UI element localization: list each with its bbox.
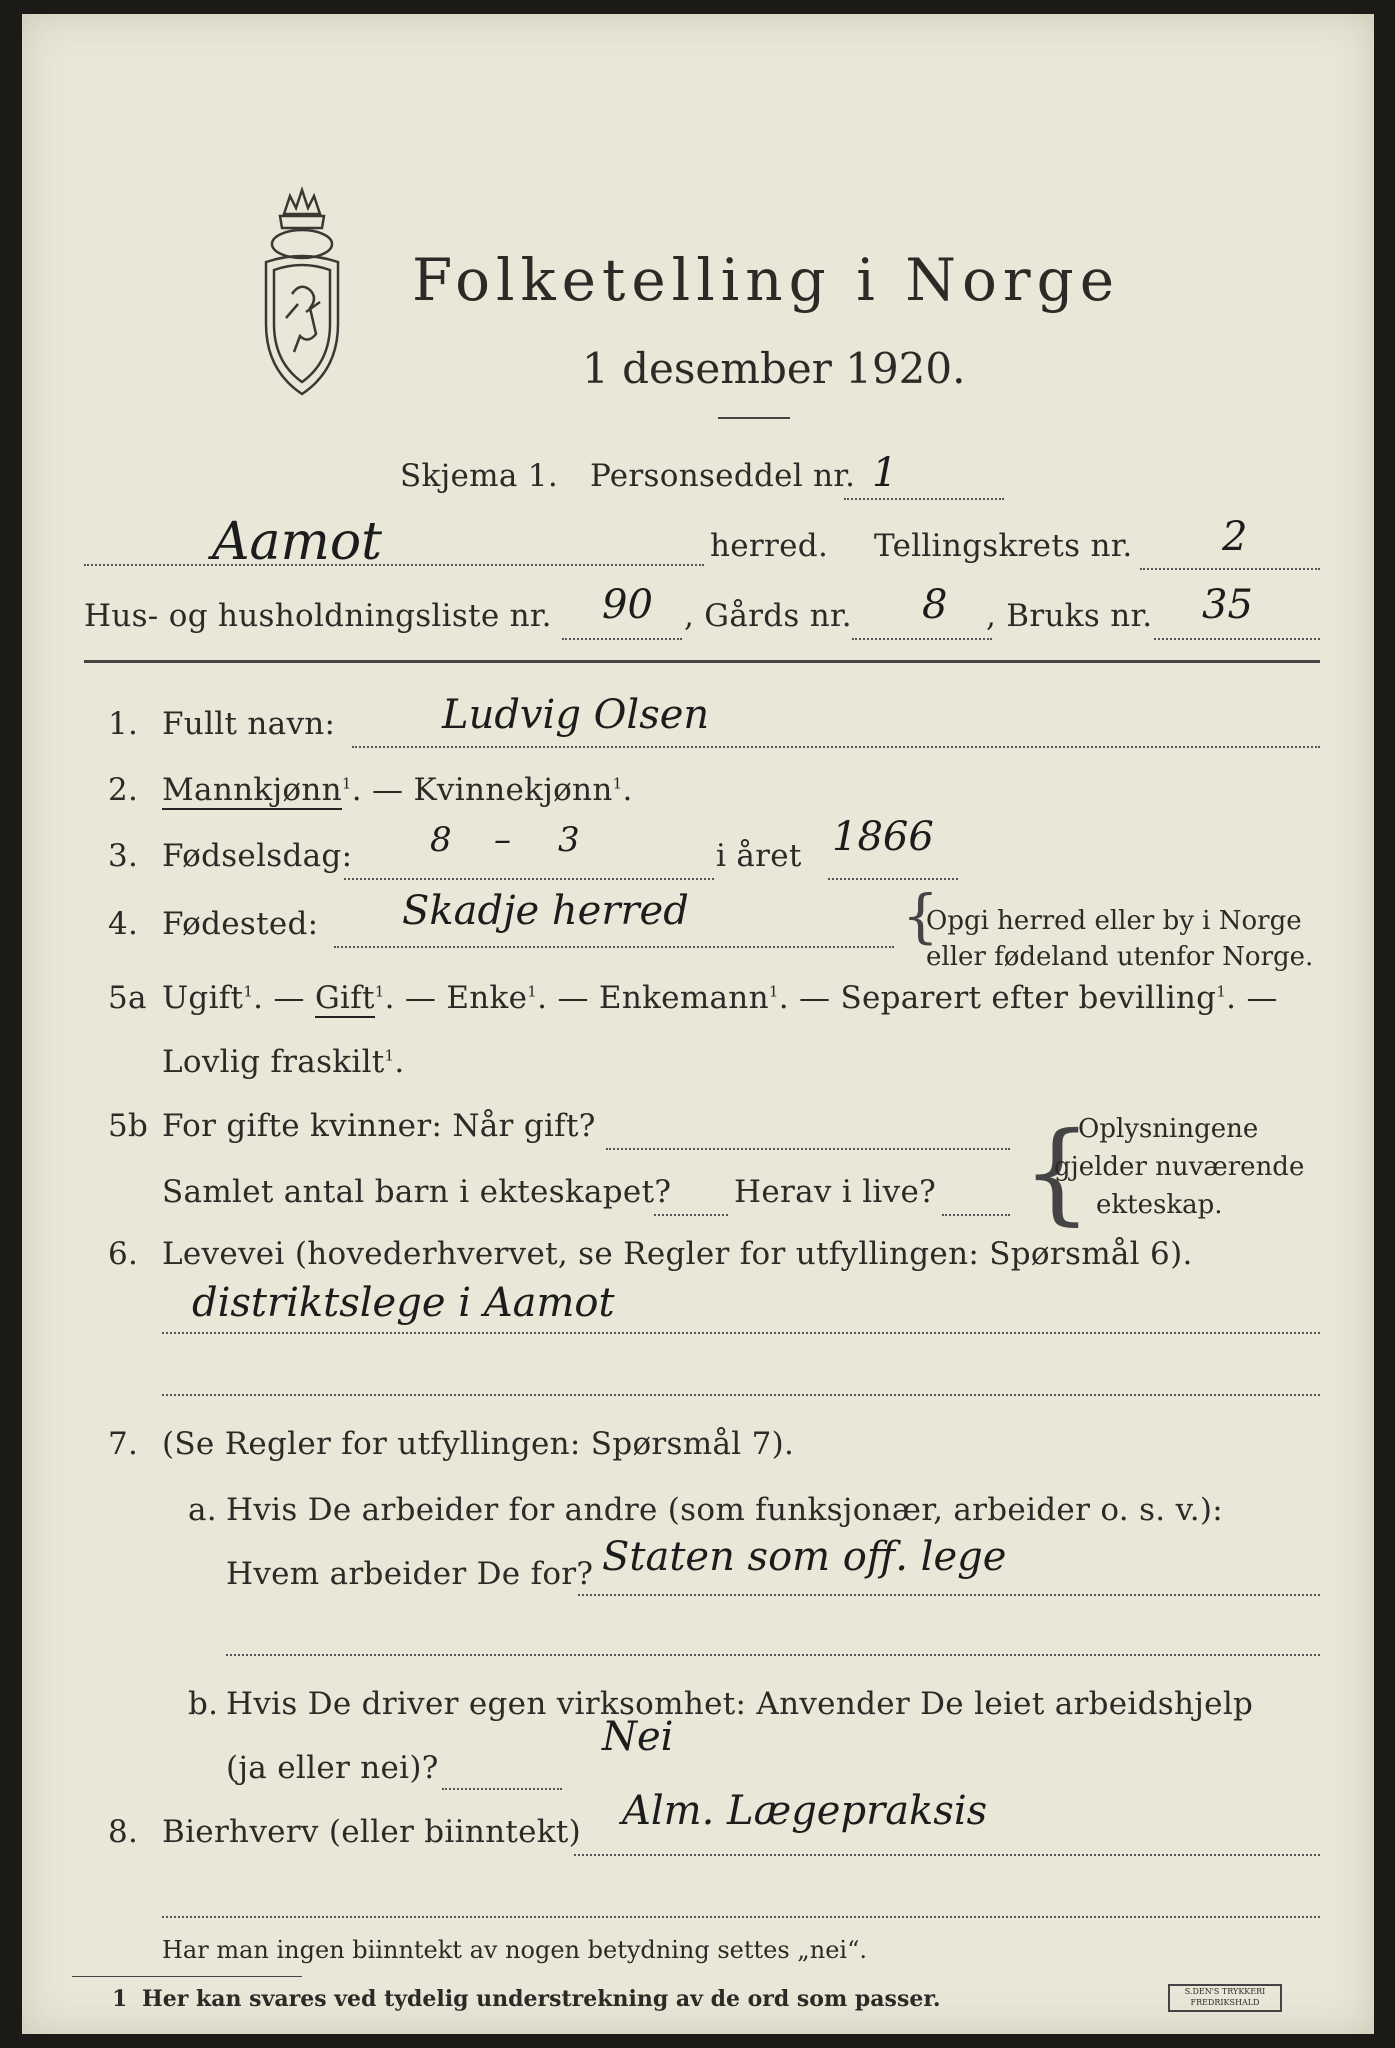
male-option: Mannkjønn [162, 772, 342, 808]
female-option: Kvinnekjønn [413, 772, 613, 808]
q5b-brace: { [1022, 1108, 1092, 1236]
divorced-option: Lovlig fraskilt$^1$. [162, 1044, 405, 1080]
q1-line [352, 746, 1320, 748]
q5b-note-1: Oplysningene [1078, 1114, 1259, 1144]
hus-label: Hus- og husholdningsliste nr. [84, 598, 552, 634]
personseddel-label: Personseddel nr. [590, 458, 856, 494]
q4-line [334, 946, 894, 948]
hus-line [562, 638, 682, 640]
q5b-label-married: For gifte kvinner: Når gift? [162, 1108, 596, 1144]
q5b-note-3: ekteskap. [1096, 1190, 1223, 1220]
gards-value: 8 [922, 582, 948, 628]
full-name-value: Ludvig Olsen [442, 692, 710, 738]
personseddel-value: 1 [872, 450, 898, 496]
bruks-line [1154, 638, 1320, 640]
q7-number: 7. [108, 1426, 139, 1462]
q7a-label: Hvis De arbeider for andre (som funksjonær, arbeider o. s. v.): [226, 1492, 1224, 1528]
q7b-label: Hvis De driver egen virksomhet: Anvender De leiet arbeidshjelp [226, 1686, 1254, 1722]
census-form-sheet [22, 14, 1374, 2034]
q7b-line [442, 1788, 562, 1790]
q5b-label-children: Samlet antal barn i ekteskapet? [162, 1174, 672, 1210]
year-line [828, 878, 958, 880]
birthplace-value: Skadje herred [402, 888, 689, 934]
q7a-label-employer: Hvem arbeider De for? [226, 1556, 594, 1592]
q8-line-2 [162, 1916, 1320, 1918]
printer-stamp: S.DEN'S TRYKKERI FREDRIKSHALD [1168, 1984, 1282, 2012]
birth-dash: – [494, 820, 511, 860]
q1-number: 1. [108, 706, 139, 742]
q8-number: 8. [108, 1814, 139, 1850]
herred-value: Aamot [212, 512, 383, 572]
q6-line-2 [162, 1394, 1320, 1396]
q6-label: Levevei (hovederhvervet, se Regler for utfyllingen: Spørsmål 6). [162, 1236, 1193, 1272]
q5b-married-line [606, 1148, 1010, 1150]
q3-date-line [344, 878, 714, 880]
q7b-label-yesno: (ja eller nei)? [226, 1750, 439, 1786]
skjema-label: Skjema 1. [400, 458, 558, 494]
q5a-number: 5a [108, 980, 147, 1016]
herred-line [84, 564, 704, 566]
tellingskrets-label: Tellingskrets nr. [874, 528, 1133, 564]
census-date: 1 desember 1920. [582, 344, 966, 393]
birth-year-value: 1866 [832, 814, 934, 860]
married-option: Gift [314, 980, 375, 1016]
q7a-line-1 [578, 1594, 1320, 1596]
q6-line-1 [162, 1332, 1320, 1334]
q2-number: 2. [108, 772, 139, 808]
q5b-alive-line [942, 1214, 1010, 1216]
q3-label: Fødselsdag: [162, 838, 353, 874]
q6-number: 6. [108, 1236, 139, 1272]
birth-month-value: 3 [558, 820, 580, 860]
tellingskrets-line [1140, 568, 1320, 570]
year-label: i året [716, 838, 802, 874]
q5b-number: 5b [108, 1108, 149, 1144]
gards-label: , Gårds nr. [684, 598, 852, 634]
occupation-value: distriktslege i Aamot [192, 1280, 615, 1326]
hired-help-value: Nei [602, 1714, 674, 1760]
q4-note-2: eller fødeland utenfor Norge. [926, 942, 1314, 972]
personseddel-line [844, 498, 1004, 500]
q1-label: Fullt navn: [162, 706, 336, 742]
q5b-label-alive: Herav i live? [734, 1174, 937, 1210]
q7-label: (Se Regler for utfyllingen: Spørsmål 7). [162, 1426, 795, 1462]
q4-label: Fødested: [162, 906, 319, 942]
bruks-label: , Bruks nr. [986, 598, 1153, 634]
biinntekt-note: Har man ingen biinntekt av nogen betydning settes „nei“. [162, 1936, 867, 1964]
footnote-text: Her kan svares ved tydelig understrekning av de ord som passer. [142, 1986, 941, 2012]
marital-status-options: Ugift$^1$. — Gift$^1$. — Enke$^1$. — Enkemann$^1$. — Separert efter bevilling$^1$. — [162, 980, 1278, 1016]
q7a-line-2 [226, 1654, 1320, 1656]
herred-label: herred. [710, 528, 829, 564]
q4-note-1: Opgi herred eller by i Norge [926, 906, 1302, 936]
q7a-number: a. [188, 1492, 217, 1528]
q4-brace: { [902, 882, 939, 950]
title-divider [718, 417, 790, 419]
norwegian-lion-crest-icon [244, 184, 360, 402]
tellingskrets-value: 2 [1222, 514, 1248, 560]
footnote-mark: 1 [112, 1986, 128, 2012]
form-title: Folketelling i Norge [412, 246, 1121, 314]
employer-value: Staten som off. lege [602, 1534, 1007, 1580]
q7b-number: b. [188, 1686, 219, 1722]
q5b-note-2: gjelder nuværende [1054, 1152, 1305, 1182]
hus-value: 90 [602, 582, 653, 628]
gender-options: Mannkjønn$^1$. — Kvinnekjønn$^1$. [162, 772, 633, 808]
birth-day-value: 8 [430, 820, 452, 860]
q3-number: 3. [108, 838, 139, 874]
side-income-value: Alm. Lægepraksis [622, 1788, 988, 1834]
q5b-children-line [654, 1214, 728, 1216]
footnote-rule [72, 1976, 302, 1977]
gards-line [852, 638, 992, 640]
q4-number: 4. [108, 906, 139, 942]
bruks-value: 35 [1202, 582, 1253, 628]
q8-line-1 [574, 1854, 1320, 1856]
q8-label: Bierhverv (eller biinntekt) [162, 1814, 582, 1850]
header-divider [84, 660, 1320, 663]
